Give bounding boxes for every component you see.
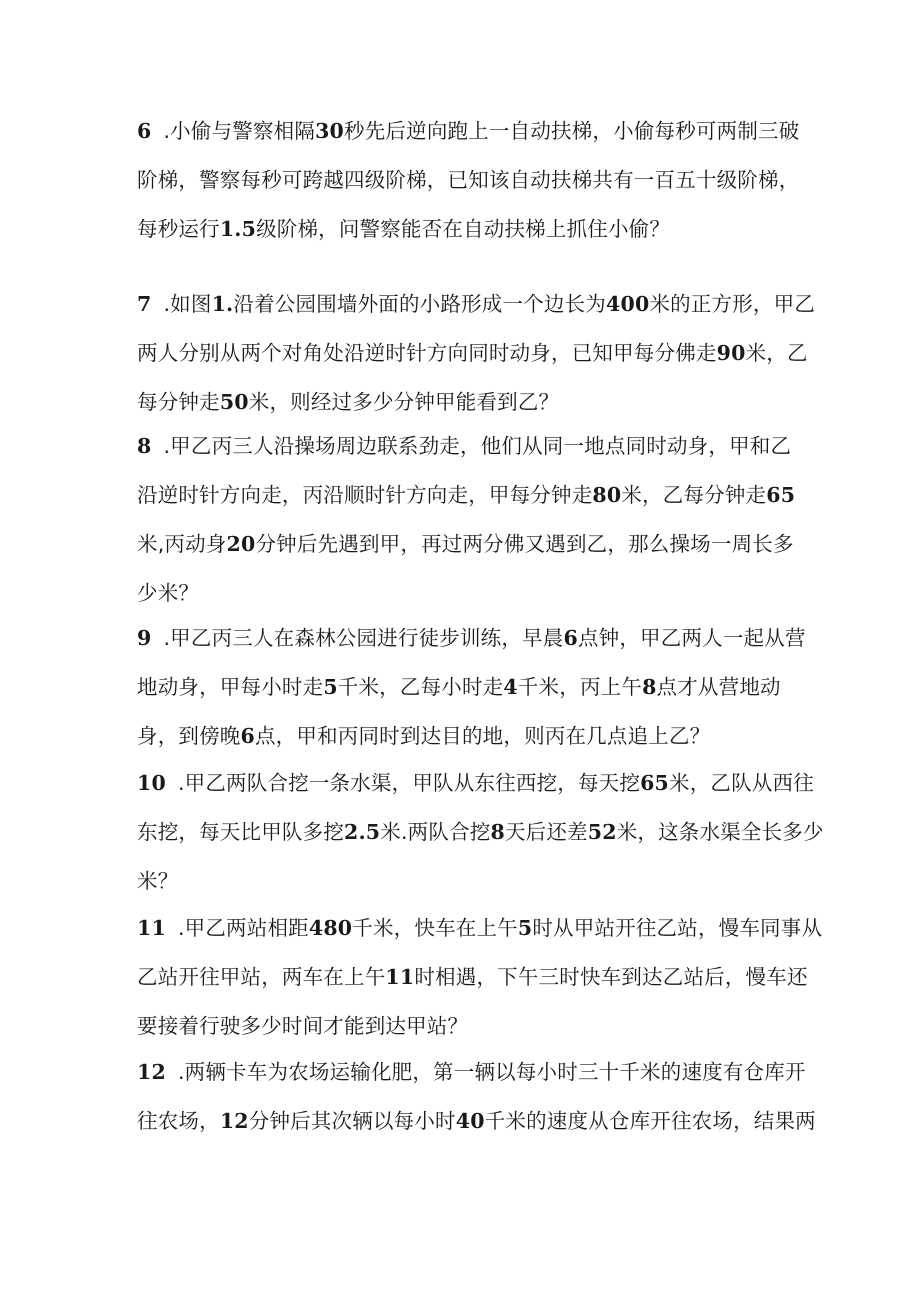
problem-8: 8 .甲乙丙三人沿操场周边联系劲走，他们从同一地点同时动身，甲和乙 沿逆时针方向走，丙沿顺时针方向走，甲每分钟走80米，乙每分钟走65 米,丙动身20分钟后先遇到甲，再过两分佛又遇到乙，那么操场一周长多 少米？ (137, 434, 796, 605)
problem-12: 12 .两辆卡车为农场运输化肥，第一辆以每小时三十千米的速度有仓库开 往农场，12分钟后其次辆以每小时40千米的速度从仓库开往农场，结果两 (137, 1060, 816, 1133)
problem-number: 10 (137, 771, 166, 795)
problem-number: 12 (137, 1060, 166, 1084)
problem-6: 6 .小偷与警察相隔30秒先后逆向跑上一自动扶梯，小偷每秒可两制三破 阶梯，警察每秒可跨越四级阶梯，已知该自动扶梯共有一百五十级阶梯， 每秒运行1.5级阶梯，问警察能否在自动扶梯上抓住小偷？ (137, 119, 800, 241)
problem-number: 7 (137, 292, 152, 316)
problem-9: 9 .甲乙丙三人在森林公园进行徒步训练，早晨6点钟，甲乙两人一起从营 地动身，甲每小时走5千米，乙每小时走4千米，丙上午8点才从营地动 身，到傍晚6点，甲和丙同时到达目的地，则丙在几点追上乙？ (137, 626, 806, 748)
problem-number: 11 (137, 916, 166, 940)
problem-10: 10 .甲乙两队合挖一条水渠，甲队从东往西挖，每天挖65米，乙队从西往 东挖，每天比甲队多挖2.5米.两队合挖8天后还差52米，这条水渠全长多少 米？ (137, 771, 824, 893)
problem-11: 11 .甲乙两站相距480千米，快车在上午5时从甲站开往乙站，慢车同事从 乙站开往甲站，两车在上午11时相遇，下午三时快车到达乙站后，慢车还 要接着行驶多少时间才能到达甲站？ (137, 916, 823, 1038)
problem-7: 7 .如图1.沿着公园围墙外面的小路形成一个边长为400米的正方形，甲乙 两人分别从两个对角处沿逆时针方向同时动身，已知甲每分佛走90米，乙 每分钟走50米，则经过多少分钟甲能看到乙？ (137, 292, 816, 414)
problem-number: 6 (137, 119, 152, 143)
problem-number: 9 (137, 626, 152, 650)
problem-number: 8 (137, 434, 152, 458)
